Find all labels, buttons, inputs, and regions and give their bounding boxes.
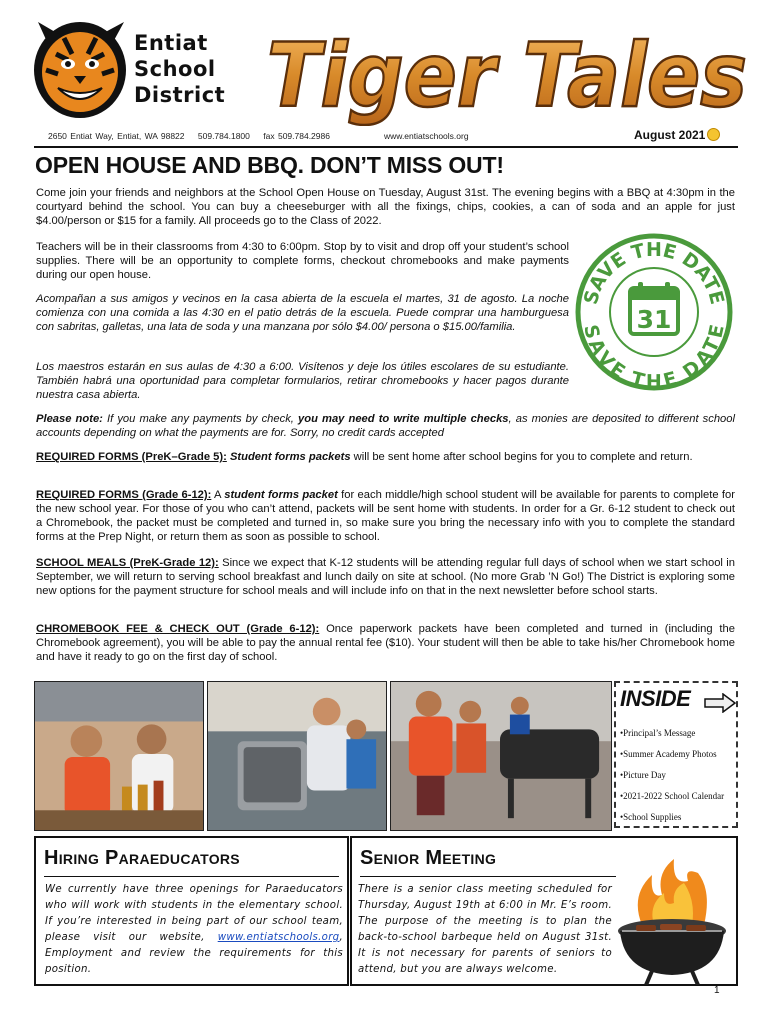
district-line: Entiat [134,31,208,55]
inside-item[interactable]: • School Supplies [620,807,724,828]
chromebook-text: Once paperwork packets have been completed and turned in (including the Chromebook agreement), you will be able to pay the annual rental fee ($10). Your student will then be able to take his/her Chromebook home and have it ready to go on the first day of school. [36,623,735,663]
fax: fax 509.784.2986 [263,131,330,141]
website-link[interactable]: www.entiatschools.org [384,131,469,141]
inside-item[interactable]: • Picture Day [620,765,724,786]
chromebook-label: CHROMEBOOK FEE & CHECK OUT (Grade 6-12): [36,623,320,635]
note-text: If you make any payments by check, [102,413,299,425]
forms-k5-text: will be sent home after school begins for you to complete and return. [350,451,693,463]
hiring-text [45,882,343,978]
inside-title: INSIDE [620,686,691,711]
district-line: District [134,83,226,107]
forms-k5-paragraph [36,450,735,464]
note-text: , as monies are deposited to different school accounts depending on what the payments are for. Sorry, no credit cards accepted [36,413,735,439]
contact-line [48,131,340,141]
inside-item[interactable]: • Summer Academy Photos [620,744,724,765]
note-label: Please note: [36,413,103,425]
meals-paragraph [36,556,735,598]
title-text: Tiger Tales [267,24,747,126]
stamp-day: 31 [636,305,672,334]
issue-date [634,128,720,142]
meals-label: SCHOOL MEALS (PreK-Grade 12): [36,557,219,569]
senior-text: There is a senior class meeting scheduled for Thursday, August 19th at 6:00 in Mr. E’s room. The purpose of the meeting is to plan the back-to-school barbeque held on August 31st. It is not necessary for parents of seniors to attend, but you are always welcome. [358,884,612,975]
teachers-paragraph: Teachers will be in their classrooms from 4:30 to 6:00pm. Stop by to visit and drop off your student’s school supplies. There will be an opportunity to complete forms, checkout chromebooks and make payments during our open house. [36,241,569,281]
spanish-paragraph-2: Los maestros estarán en sus aulas de 4:30 a 6:00. Visítenos y deje los útiles escolares de su estudiante. También habrá una oportunidad para completar formularios, retirar chromebooks y hacer pagos durante nuestra casa abierta. [36,361,569,401]
senior-title-rule [360,876,616,877]
arrow-right-icon [704,693,736,713]
forms-612-label: REQUIRED FORMS (Grade 6-12): [36,489,212,501]
headline: OPEN HOUSE AND BBQ. DON’T MISS OUT! [35,152,504,178]
hiring-text-part: , Employment and review the requirements for this position. [45,932,343,975]
masthead-divider [34,146,738,148]
address: 2650 Entiat Way, Entiat, WA 98822 [48,131,185,141]
stamp-bottom-text: SAVE THE DATE [579,322,729,392]
hiring-text-part: We currently have three openings for Paraeducators who will work with students in the elementary school. If you’re interested in being part of our school team, please visit our website, [45,884,343,943]
payment-note [36,412,735,440]
bbq-photo-3 [390,681,612,831]
forms-612-paragraph [36,488,735,544]
district-line: School [134,57,216,81]
inside-contents-box [614,681,738,828]
hiring-title: Hiring Paraeducators [44,847,240,869]
stamp-top-text: SAVE THE DATE [579,238,729,307]
bbq-photo-2 [207,681,387,831]
grill-fire-icon [612,855,732,985]
inside-item[interactable]: • Principal’s Message [620,723,724,744]
senior-title: Senior Meeting [360,847,497,869]
forms-612-text: A [211,489,225,501]
issue-date-text: August 2021 [634,128,706,142]
chromebook-paragraph [36,622,735,664]
district-name [134,30,225,108]
page-number: 1 [714,985,720,996]
forms-612-text: for each middle/high school student will be available for parents to complete for the new school year. For those of you who can’t attend, packets will be sent home with students. In order for a Gr. 6-12 student to check out a Chromebook, the packet must be completed and turned in, so make sure you bring the necessary info with you to complete the standard forms at the Prep Night, or return them as soon as possible to school. [36,489,735,543]
open-house-paragraph: Come join your friends and neighbors at the School Open House on Tuesday, August 31st. The evening begins with a BBQ at 4:30pm in the courtyard behind the school. You can buy a cheeseburger with all the fixings, chips, cookies, a can of soda and an apple for just $4.00/person or $15 for a family. All proceeds go to the Class of 2022. [36,187,735,227]
bbq-photo-1 [34,681,204,831]
newsletter-title [262,18,752,126]
save-the-date-stamp [574,232,734,392]
flower-icon [707,128,720,141]
hiring-website-link[interactable]: www.entiatschools.org [217,932,340,943]
hiring-box [34,836,349,986]
forms-k5-label: REQUIRED FORMS (PreK–Grade 5): [36,451,227,463]
tiger-logo [28,14,132,122]
hiring-title-rule [44,876,339,877]
inside-item[interactable]: • 2021-2022 School Calendar [620,786,724,807]
inside-list [620,723,724,828]
meals-text: Since we expect that K-12 students will be attending regular full days of school when we start school in September, we will return to serving school breakfast and lunch daily on site at school. (No more Grab ’N Go!) The District is exploring some new options for the payment structure for school meals and will include info on that in the next newsletter before school starts. [36,557,735,597]
forms-612-emphasis: student forms packet [224,489,338,501]
forms-k5-emphasis: Student forms packets [226,451,351,463]
phone: 509.784.1800 [197,131,250,141]
note-emphasis: you may need to write multiple checks [298,413,509,425]
spanish-paragraph-1: Acompañan a sus amigos y vecinos en la casa abierta de la escuela el martes, 31 de agosto. La noche comienza con una comida a las 4:30 en el patio detrás de la escuela. Puede comprar una hamburguesa con sabritas, galletas, una lata de soda y una manzana por sólo $4.00/ persona o $15.00/familia. [36,293,569,333]
